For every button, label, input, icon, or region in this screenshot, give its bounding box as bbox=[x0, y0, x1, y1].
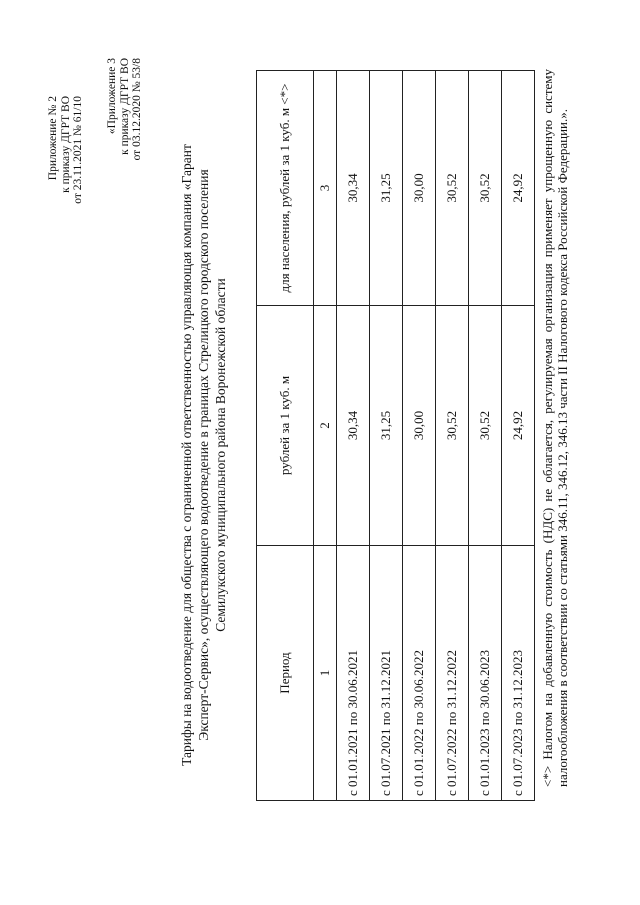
appendix-current-line1: Приложение № 2 bbox=[47, 96, 59, 181]
rate-cell: 24,92 bbox=[502, 306, 535, 546]
population-rate-cell: 31,25 bbox=[370, 71, 403, 306]
title-line2: Эксперт-Сервис», осуществляющего водоотведение в границах Стрелицкого городского поселения bbox=[196, 169, 211, 741]
appendix-prior bbox=[106, 58, 144, 160]
document-title bbox=[178, 65, 229, 845]
period-cell: с 01.07.2023 по 31.12.2023 bbox=[502, 546, 535, 801]
period-cell: с 01.01.2023 по 30.06.2023 bbox=[469, 546, 502, 801]
rate-cell: 30,52 bbox=[436, 306, 469, 546]
appendix-current-line3: от 23.11.2021 № 61/10 bbox=[72, 96, 84, 204]
period-cell: с 01.01.2022 по 30.06.2022 bbox=[403, 546, 436, 801]
rate-cell: 30,52 bbox=[469, 306, 502, 546]
period-cell: с 01.07.2022 по 31.12.2022 bbox=[436, 546, 469, 801]
table-row bbox=[502, 71, 535, 801]
period-cell: с 01.01.2021 по 30.06.2021 bbox=[337, 546, 370, 801]
column-number: 2 bbox=[314, 306, 337, 546]
population-rate-cell: 30,52 bbox=[436, 71, 469, 306]
period-cell: с 01.07.2021 по 31.12.2021 bbox=[370, 546, 403, 801]
population-rate-cell: 30,00 bbox=[403, 71, 436, 306]
population-rate-cell: 24,92 bbox=[502, 71, 535, 306]
appendix-current bbox=[47, 96, 85, 204]
rate-cell: 30,00 bbox=[403, 306, 436, 546]
title-line3: Семилукского муниципального района Воронежской области bbox=[213, 278, 228, 632]
column-number: 1 bbox=[314, 546, 337, 801]
rate-cell: 31,25 bbox=[370, 306, 403, 546]
table-row bbox=[469, 71, 502, 801]
population-rate-cell: 30,34 bbox=[337, 71, 370, 306]
header-rate: рублей за 1 куб. м bbox=[257, 306, 314, 546]
appendix-prior-line1: «Приложение 3 bbox=[106, 58, 118, 135]
table-row bbox=[403, 71, 436, 801]
table-column-numbers bbox=[314, 71, 337, 801]
appendix-prior-line3: от 03.12.2020 № 53/8 bbox=[131, 58, 143, 161]
population-rate-cell: 30,52 bbox=[469, 71, 502, 306]
appendix-prior-line2: к приказу ДГРТ ВО bbox=[118, 58, 131, 155]
title-line1: Тарифы на водоотведение для общества с ограниченной ответственностью управляющая компания «Гарант bbox=[179, 144, 194, 766]
tariff-table bbox=[256, 70, 535, 801]
appendix-current-line2: к приказу ДГРТ ВО bbox=[59, 96, 72, 193]
rate-cell: 30,34 bbox=[337, 306, 370, 546]
table-header-row bbox=[257, 71, 314, 801]
header-period: Период bbox=[257, 546, 314, 801]
table-row bbox=[337, 71, 370, 801]
table-row bbox=[370, 71, 403, 801]
column-number: 3 bbox=[314, 71, 337, 306]
header-population-rate: для населения, рублей за 1 куб. м <*> bbox=[257, 71, 314, 306]
table-row bbox=[436, 71, 469, 801]
footnote: <*> Налогом на добавленную стоимость (НДС) не облагается, регулируемая организация применяет упрощенную систему налогообложения в соответствии со статьями 346.11, 346.12, 346.13 части II Налогового кодекса Российской Федерации.». bbox=[540, 69, 570, 787]
